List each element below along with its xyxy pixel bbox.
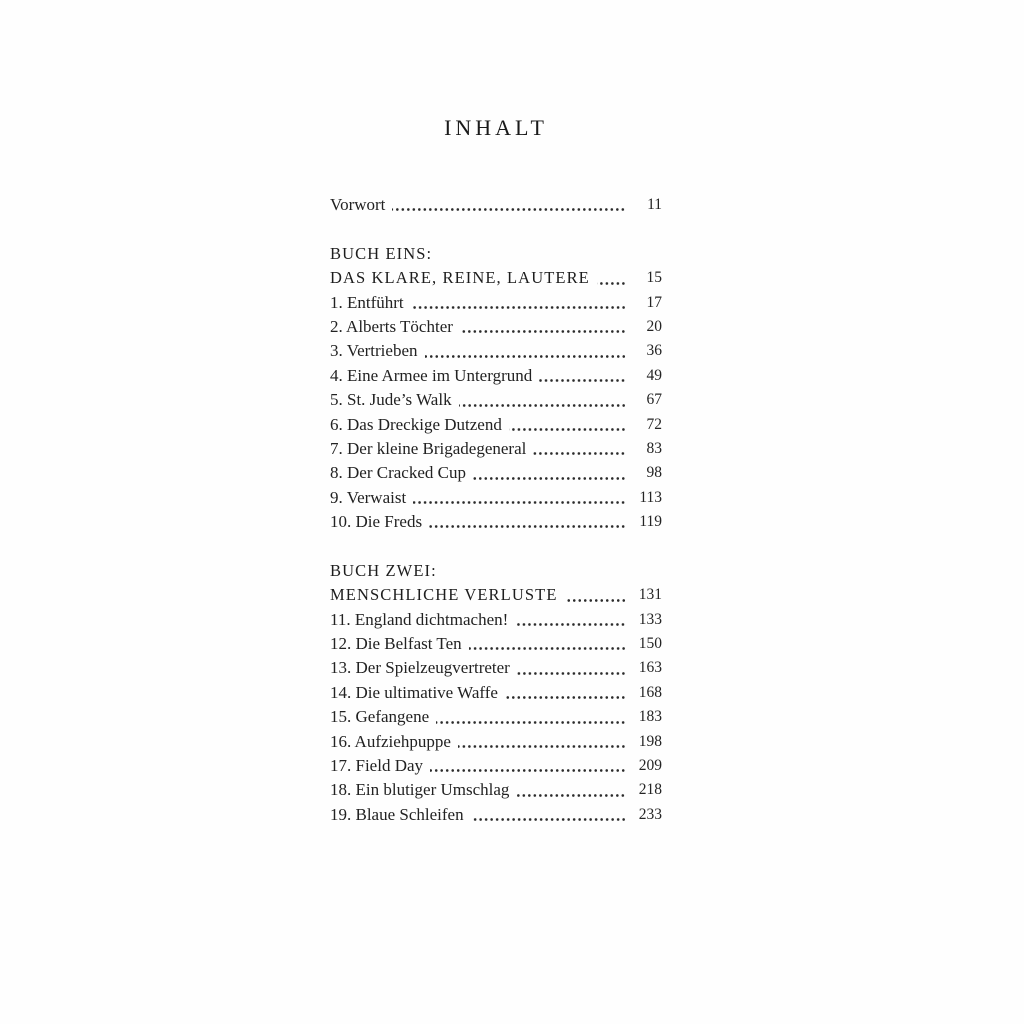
toc-entry — [330, 583, 662, 607]
dot-leader — [597, 266, 626, 290]
toc-entry-label: DAS KLARE, REINE, LAUTERE — [330, 268, 590, 288]
toc-entry-label: 5. St. Jude’s Walk — [330, 390, 452, 410]
dot-leader — [517, 656, 626, 680]
toc-entry-label: Vorwort — [330, 195, 386, 214]
toc-page-number: 163 — [638, 659, 662, 677]
toc-page-number: 67 — [646, 391, 662, 409]
toc-entry-label: 4. Eine Armee im Untergrund — [330, 365, 533, 385]
toc-entry-label: 17. Field Day — [330, 755, 424, 775]
toc-page-number: 113 — [639, 488, 662, 506]
toc-entry-label: 11. England dichtmachen! — [330, 609, 509, 629]
toc-entry-label: 2. Alberts Töchter — [330, 316, 453, 336]
toc-entry — [330, 266, 662, 290]
toc-page-number: 218 — [638, 781, 662, 799]
toc-entry — [330, 315, 662, 339]
toc-entry — [330, 388, 662, 412]
toc-section-heading — [330, 242, 662, 266]
toc-page-number: 36 — [646, 342, 662, 360]
toc-page-number: 198 — [638, 732, 662, 750]
toc-page-number: 233 — [638, 805, 662, 823]
toc-page-number: 131 — [638, 586, 662, 604]
toc-entry-label: 3. Vertrieben — [330, 341, 418, 361]
toc-entry — [330, 413, 662, 437]
toc-page-number: 72 — [646, 415, 662, 433]
dot-leader — [471, 803, 626, 827]
dot-leader — [469, 632, 626, 656]
dot-leader — [413, 486, 626, 510]
toc-entry — [330, 705, 662, 729]
dot-leader — [459, 388, 626, 412]
toc-entry — [330, 803, 662, 827]
toc-entry-label: 18. Ein blutiger Umschlag — [330, 780, 510, 800]
toc-page-number: 98 — [646, 464, 662, 482]
toc-entry-label: 8. Der Cracked Cup — [330, 463, 466, 483]
toc-entry-label: 1. Entführt — [330, 292, 404, 312]
toc-entry-label: 13. Der Spielzeugvertreter — [330, 658, 510, 678]
toc-entry — [330, 437, 662, 461]
toc-entry-label: 7. Der kleine Brigadegeneral — [330, 438, 527, 458]
toc-page-number: 168 — [638, 683, 662, 701]
toc-entry-label: 15. Gefangene — [330, 707, 430, 727]
toc-entry — [330, 461, 662, 485]
dot-leader — [430, 754, 626, 778]
toc-section-heading — [330, 559, 662, 583]
toc-entry — [330, 486, 662, 510]
toc-page-number: 119 — [639, 513, 662, 531]
toc-page-number: 20 — [646, 317, 662, 335]
dot-leader — [516, 778, 626, 802]
dot-leader — [411, 291, 626, 315]
dot-leader — [429, 510, 626, 534]
toc-entry — [330, 510, 662, 534]
toc-entry — [330, 632, 662, 656]
toc-entry-label: 19. Blaue Schleifen — [330, 804, 464, 824]
toc-entry — [330, 193, 662, 217]
toc-entry-label: 14. Die ultimative Waffe — [330, 682, 498, 702]
dot-leader — [509, 413, 626, 437]
toc-entry-label: 16. Aufziehpuppe — [330, 731, 451, 751]
toc-entry-label: 10. Die Freds — [330, 512, 423, 532]
toc-list — [330, 193, 662, 827]
toc-page-number: 15 — [646, 269, 662, 287]
toc-entry — [330, 364, 662, 388]
dot-leader — [425, 339, 627, 363]
dot-leader — [460, 315, 626, 339]
toc-entry — [330, 339, 662, 363]
toc-entry — [330, 656, 662, 680]
toc-entry-label: MENSCHLICHE VERLUSTE — [330, 585, 558, 605]
toc-entry — [330, 681, 662, 705]
toc-gap — [330, 534, 662, 558]
dot-leader — [436, 705, 626, 729]
dot-leader — [458, 730, 626, 754]
toc-gap — [330, 217, 662, 241]
toc-entry — [330, 291, 662, 315]
toc-entry-label: 9. Verwaist — [330, 487, 407, 507]
toc-page-number: 133 — [638, 610, 662, 628]
toc-entry-label: BUCH ZWEI: — [330, 560, 437, 580]
toc-page-number: 150 — [638, 635, 662, 653]
toc-entry-label: 6. Das Dreckige Dutzend — [330, 414, 502, 434]
dot-leader — [392, 193, 626, 217]
toc-entry — [330, 608, 662, 632]
toc-page-number: 209 — [638, 756, 662, 774]
toc-entry — [330, 778, 662, 802]
toc-entry — [330, 754, 662, 778]
toc-page-number: 11 — [647, 196, 662, 213]
toc-page-number: 83 — [646, 439, 662, 457]
dot-leader — [539, 364, 626, 388]
toc-page-number: 49 — [646, 366, 662, 384]
toc-entry-label: BUCH EINS: — [330, 243, 433, 263]
toc-entry-label: 12. Die Belfast Ten — [330, 634, 462, 654]
dot-leader — [505, 681, 626, 705]
dot-leader — [515, 608, 626, 632]
page-title: INHALT — [444, 115, 548, 140]
dot-leader — [533, 437, 626, 461]
dot-leader — [565, 583, 627, 607]
toc-page-number: 17 — [646, 293, 662, 311]
toc-page-number: 183 — [638, 708, 662, 726]
toc-entry — [330, 730, 662, 754]
dot-leader — [473, 461, 626, 485]
